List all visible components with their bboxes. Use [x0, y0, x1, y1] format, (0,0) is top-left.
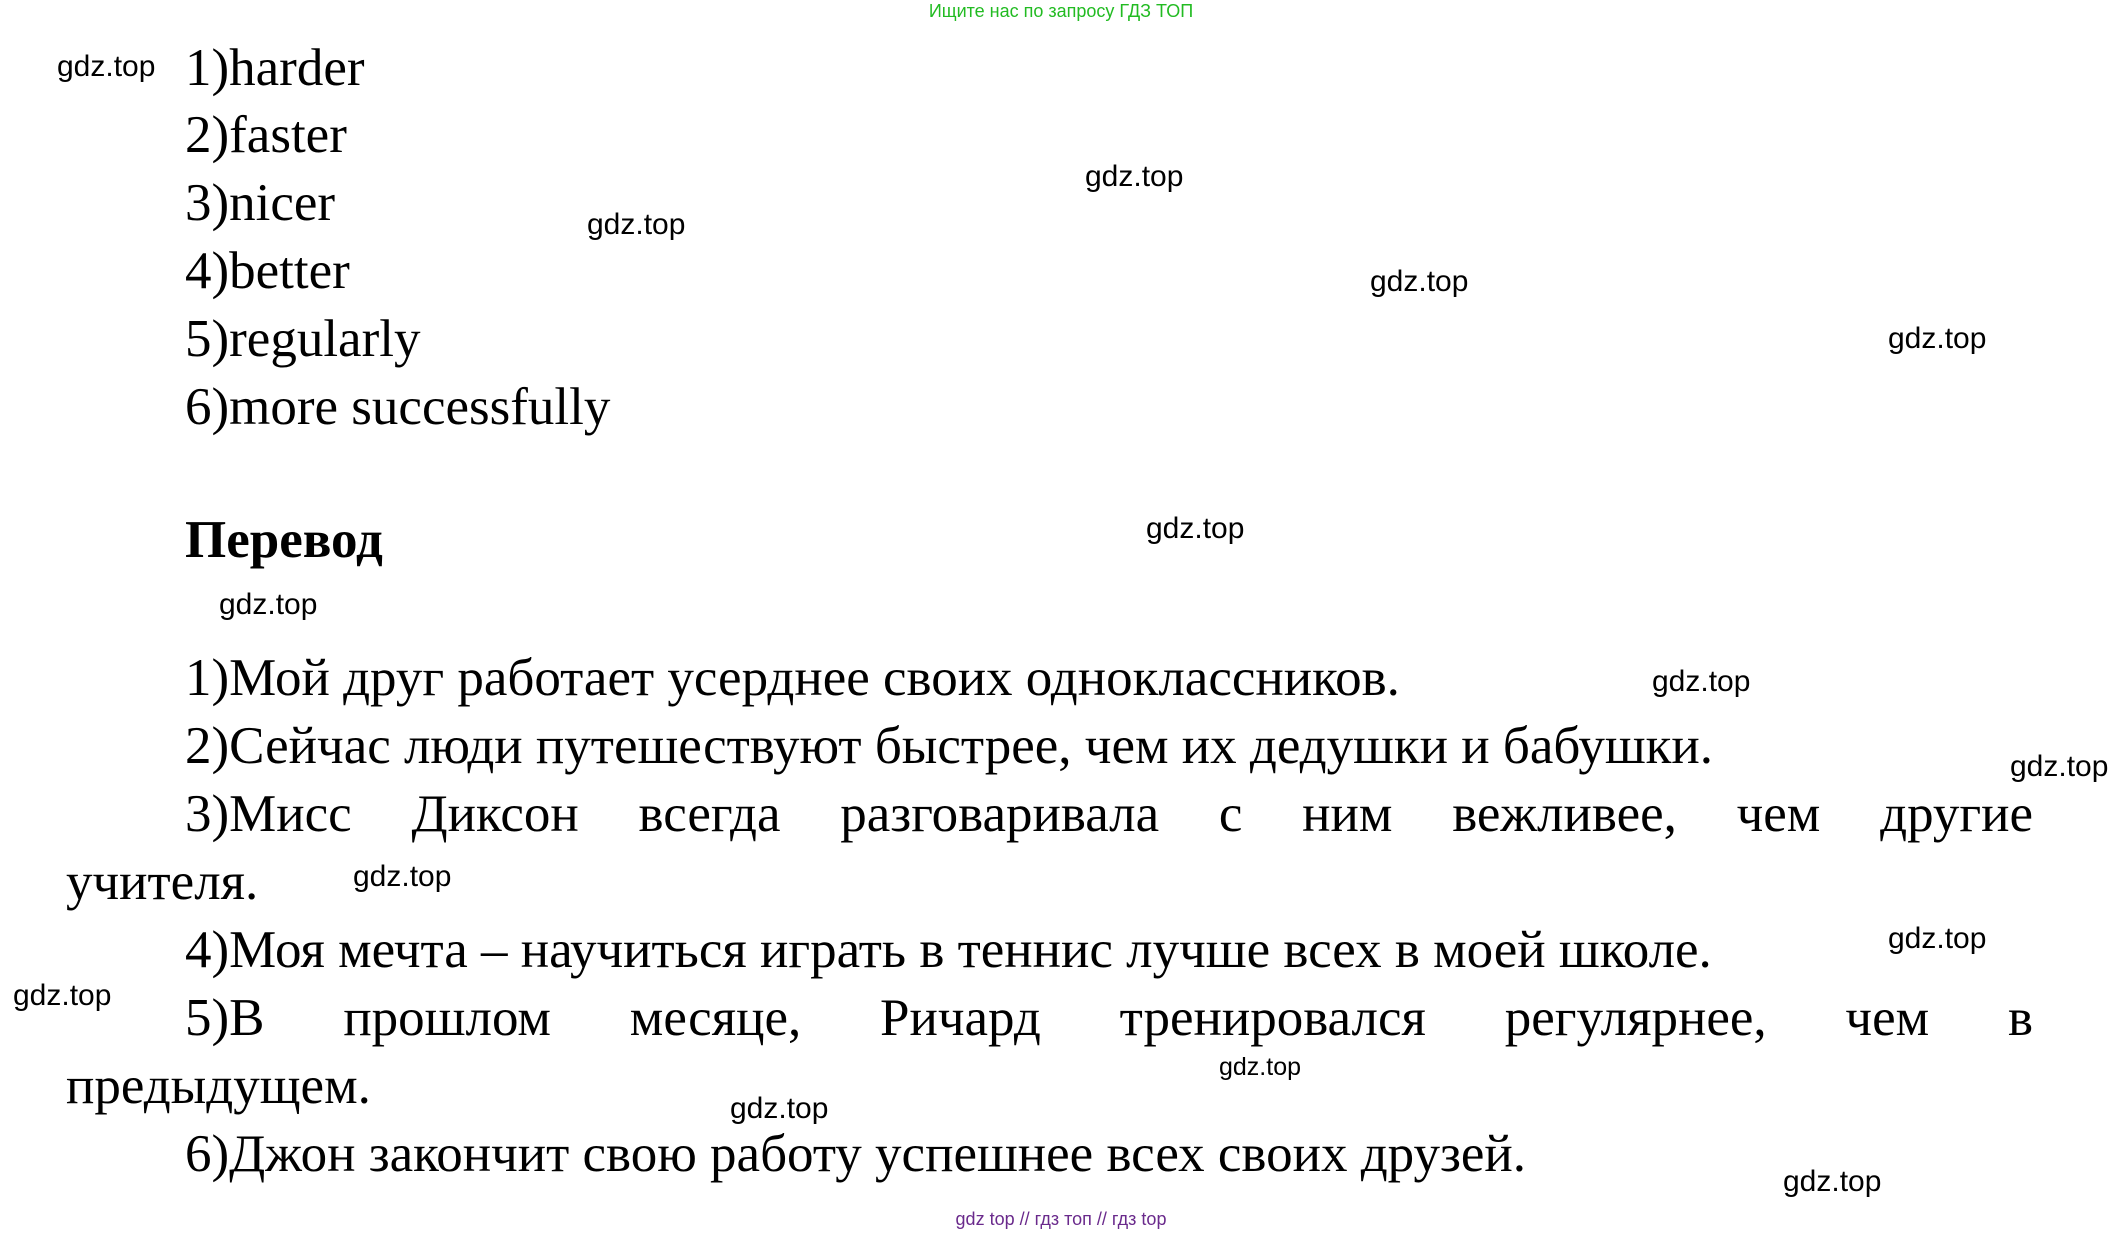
- watermark-label: gdz.top: [1888, 922, 1987, 955]
- answer-line-6: 6)more successfully: [185, 378, 611, 436]
- translation-line-3-cont: учителя.: [66, 853, 259, 911]
- answer-line-4: 4)better: [185, 242, 350, 300]
- watermark-label: gdz.top: [1219, 1053, 1302, 1081]
- answer-line-5: 5)regularly: [185, 310, 421, 368]
- translation-line-3: 3)Мисс Диксон всегда разговаривала с ним вежливее, чем другие: [185, 785, 2033, 843]
- watermark-label: gdz.top: [587, 208, 686, 241]
- watermark-label: gdz.top: [1146, 512, 1245, 545]
- watermark-label: gdz.top: [1085, 160, 1184, 193]
- watermark-label: gdz.top: [13, 979, 112, 1012]
- site-footer: gdz top // гдз топ // гдз top: [955, 1209, 1167, 1229]
- translation-line-1: 1)Мой друг работает усерднее своих одноклассников.: [185, 649, 1400, 707]
- translation-line-5: 5)В прошлом месяце, Ричард тренировался регулярнее, чем в: [185, 989, 2033, 1047]
- watermark-label: gdz.top: [353, 860, 452, 893]
- translation-heading: Перевод: [185, 511, 383, 569]
- translation-line-5-cont: предыдущем.: [66, 1057, 371, 1115]
- watermark-label: gdz.top: [1783, 1165, 1882, 1198]
- watermark-label: gdz.top: [57, 50, 156, 83]
- answer-line-3: 3)nicer: [185, 174, 336, 232]
- search-banner: Ищите нас по запросу ГДЗ ТОП: [928, 1, 1194, 21]
- translation-line-2: 2)Сейчас люди путешествуют быстрее, чем их дедушки и бабушки.: [185, 717, 1714, 775]
- watermark-label: gdz.top: [730, 1092, 829, 1125]
- translation-line-6: 6)Джон закончит свою работу успешнее всех своих друзей.: [185, 1125, 1527, 1183]
- answer-line-1: 1)harder: [185, 39, 365, 97]
- watermark-label: gdz.top: [219, 588, 318, 621]
- watermark-label: gdz.top: [2010, 750, 2109, 783]
- translation-line-4: 4)Моя мечта – научиться играть в теннис лучше всех в моей школе.: [185, 921, 1712, 979]
- watermark-label: gdz.top: [1370, 265, 1469, 298]
- watermark-label: gdz.top: [1888, 322, 1987, 355]
- watermark-label: gdz.top: [1652, 665, 1751, 698]
- answer-line-2: 2)faster: [185, 106, 347, 164]
